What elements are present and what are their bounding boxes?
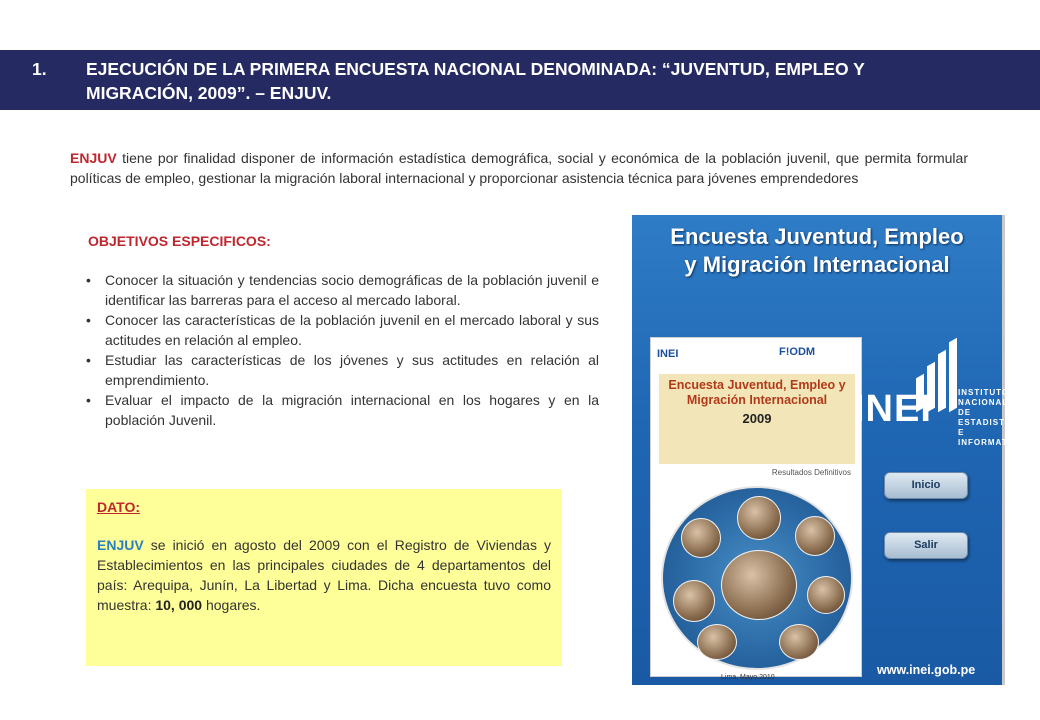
objective-item [86,270,599,310]
section-number: 1. [32,59,47,79]
cover-footer: Lima, Mayo 2010 [721,674,775,681]
cover-title [659,374,855,464]
dato-end: hogares. [202,597,261,613]
cover-title-text: Encuesta Juventud, Empleo y Migración Internacional [668,378,846,407]
inei-subtext-label: INSTITUTO NACIONAL DE ESTADISTICA E INFORMATICA [958,388,1025,447]
panel-title-line-1: Encuesta Juventud, Empleo [670,224,964,249]
bullet: • [86,352,91,368]
photo [697,624,737,660]
dato-title: DATO: [97,499,141,515]
objectives-list [86,270,599,430]
intro-keyword: ENJUV [70,150,117,166]
header-text-1: EJECUCIÓN DE LA PRIMERA ENCUESTA NACIONAL DENOMINADA: “JUVENTUD, EMPLEO Y [86,59,865,79]
photo [807,576,845,614]
cover-photo-collage [661,486,853,670]
inicio-button[interactable]: Inicio [884,472,968,499]
section-header [0,50,1040,110]
intro-paragraph [70,148,968,188]
photo [721,550,797,620]
header-line-2: MIGRACIÓN, 2009”. – ENJUV. [86,83,332,103]
bullet: • [86,272,91,288]
dato-text [97,535,551,615]
objectives-title: OBJETIVOS ESPECIFICOS: [88,233,271,249]
inei-url[interactable]: www.inei.gob.pe [877,663,976,677]
inei-wordmark: INEI [854,388,932,430]
photo [779,624,819,660]
inei-subtext [958,388,1025,448]
objective-text: Conocer las características de la población juvenil en el mercado laboral y sus actitudes en relación al empleo. [105,312,599,348]
objective-text: Estudiar las características de los jóvenes y sus actitudes en relación al emprendimiento. [105,352,599,388]
photo [795,516,835,556]
panel-title [632,223,1002,279]
objective-item [86,390,599,430]
cover-logos [651,338,861,374]
report-cover [650,337,862,681]
objective-text: Conocer la situación y tendencias socio demográficas de la población juvenil e identificar las barreras para el acceso al mercado laboral. [105,272,599,308]
intro-text: tiene por finalidad disponer de información estadística demográfica, social y económica de la población juvenil, que permita formular políticas de empleo, gestionar la migración laboral internacional y proporcionar asistencia técnica para jóvenes emprendedores [70,150,968,186]
objective-item [86,310,599,350]
dato-body: se inició en agosto del 2009 con el Registro de Viviendas y Establecimientos en las principales ciudades de 4 departamentos del país: Arequipa, Junín, La Libertad y Lima. Dicha encuesta tuvo como muestra: [97,537,551,613]
cover-fiodm-logo: F!ODM [779,346,816,358]
dato-keyword: ENJUV [97,537,144,553]
header-line-1 [32,57,865,81]
objective-text: Evaluar el impacto de la migración internacional en los hogares y en la población Juvenil. [105,392,599,428]
cover-year: 2009 [742,411,772,426]
dato-sample: 10, 000 [155,597,203,613]
cover-subtitle: Resultados Definitivos [771,468,851,477]
dato-box [86,489,562,666]
salir-button[interactable]: Salir [884,532,968,559]
enjuv-app-screenshot [632,215,1025,685]
bullet: • [86,312,91,328]
cover-inei-logo: INEI [657,348,679,360]
inei-logo [854,340,1025,447]
objective-item [86,350,599,390]
photo [737,496,781,540]
photo [673,580,715,622]
bullet: • [86,392,91,408]
panel-title-line-2: y Migración Internacional [684,252,950,277]
photo [681,518,721,558]
